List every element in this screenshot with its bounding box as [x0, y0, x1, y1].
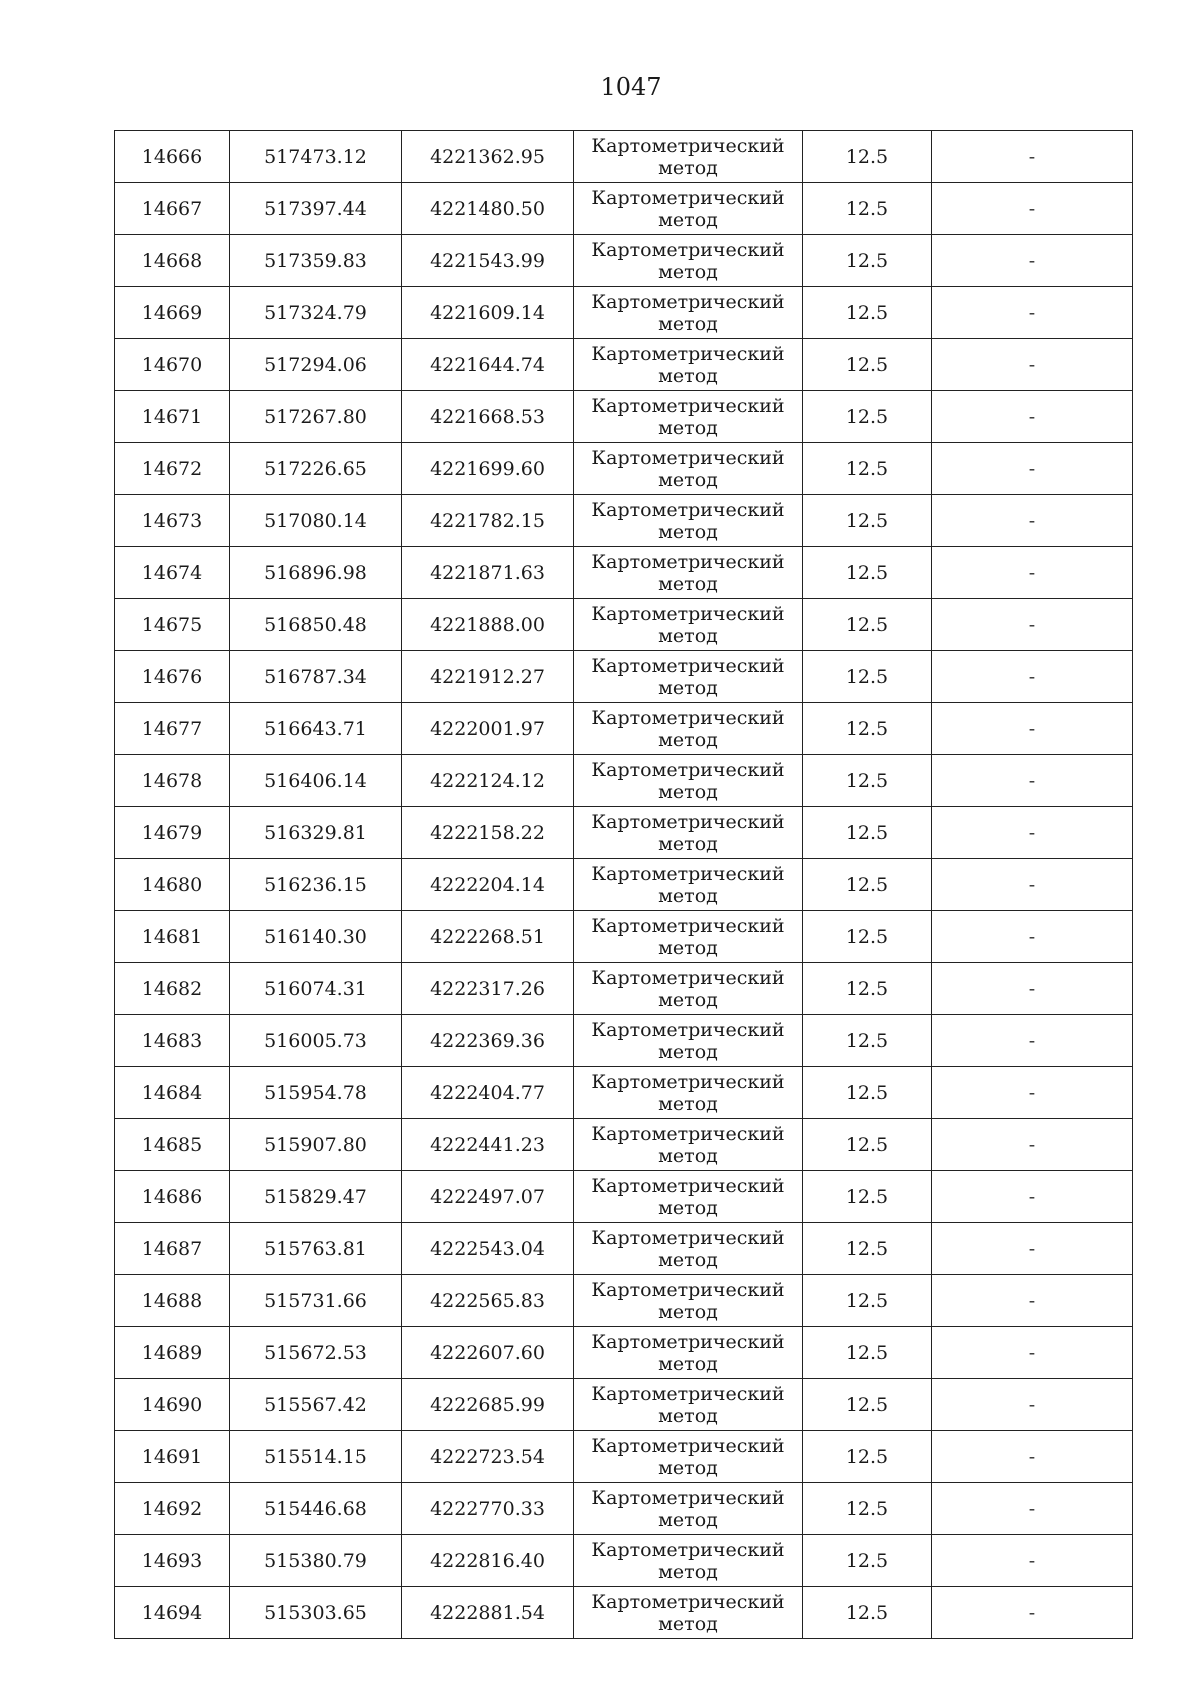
method-cell — [574, 1223, 803, 1275]
method-line-1: Картометрический — [591, 446, 785, 469]
point-number-cell: 14680 — [115, 859, 230, 911]
method-line-1: Картометрический — [591, 862, 785, 885]
table-row — [115, 1535, 1133, 1587]
point-number-cell: 14687 — [115, 1223, 230, 1275]
method-line-1: Картометрический — [591, 290, 785, 313]
x-coordinate-cell: 517359.83 — [230, 235, 402, 287]
method-line-2: метод — [658, 1508, 718, 1531]
y-coordinate-cell: 4221362.95 — [402, 131, 574, 183]
accuracy-cell: 12.5 — [803, 1379, 932, 1431]
method-line-1: Картометрический — [591, 602, 785, 625]
table-row — [115, 1483, 1133, 1535]
point-number-cell: 14689 — [115, 1327, 230, 1379]
note-cell: - — [932, 599, 1133, 651]
point-number-cell: 14669 — [115, 287, 230, 339]
y-coordinate-cell: 4221888.00 — [402, 599, 574, 651]
x-coordinate-cell: 516236.15 — [230, 859, 402, 911]
method-cell — [574, 391, 803, 443]
x-coordinate-cell: 515672.53 — [230, 1327, 402, 1379]
y-coordinate-cell: 4221668.53 — [402, 391, 574, 443]
accuracy-cell: 12.5 — [803, 1275, 932, 1327]
accuracy-cell: 12.5 — [803, 391, 932, 443]
method-cell — [574, 1067, 803, 1119]
point-number-cell: 14675 — [115, 599, 230, 651]
table-row — [115, 703, 1133, 755]
x-coordinate-cell: 516406.14 — [230, 755, 402, 807]
x-coordinate-cell: 515954.78 — [230, 1067, 402, 1119]
accuracy-cell: 12.5 — [803, 339, 932, 391]
accuracy-cell: 12.5 — [803, 495, 932, 547]
method-cell — [574, 339, 803, 391]
method-cell — [574, 131, 803, 183]
method-line-1: Картометрический — [591, 550, 785, 573]
x-coordinate-cell: 515380.79 — [230, 1535, 402, 1587]
note-cell: - — [932, 1431, 1133, 1483]
accuracy-cell: 12.5 — [803, 183, 932, 235]
method-line-2: метод — [658, 988, 718, 1011]
y-coordinate-cell: 4222685.99 — [402, 1379, 574, 1431]
point-number-cell: 14668 — [115, 235, 230, 287]
method-line-1: Картометрический — [591, 810, 785, 833]
method-cell — [574, 1171, 803, 1223]
note-cell: - — [932, 1119, 1133, 1171]
method-line-2: метод — [658, 1040, 718, 1063]
method-line-2: метод — [658, 832, 718, 855]
method-line-1: Картометрический — [591, 1382, 785, 1405]
accuracy-cell: 12.5 — [803, 911, 932, 963]
x-coordinate-cell: 517397.44 — [230, 183, 402, 235]
method-line-2: метод — [658, 624, 718, 647]
method-cell — [574, 183, 803, 235]
y-coordinate-cell: 4221644.74 — [402, 339, 574, 391]
note-cell: - — [932, 1483, 1133, 1535]
x-coordinate-cell: 517080.14 — [230, 495, 402, 547]
point-number-cell: 14671 — [115, 391, 230, 443]
method-cell — [574, 235, 803, 287]
method-line-1: Картометрический — [591, 914, 785, 937]
y-coordinate-cell: 4222441.23 — [402, 1119, 574, 1171]
point-number-cell: 14688 — [115, 1275, 230, 1327]
accuracy-cell: 12.5 — [803, 287, 932, 339]
method-line-1: Картометрический — [591, 758, 785, 781]
table-row — [115, 1587, 1133, 1639]
y-coordinate-cell: 4222543.04 — [402, 1223, 574, 1275]
x-coordinate-cell: 517226.65 — [230, 443, 402, 495]
accuracy-cell: 12.5 — [803, 859, 932, 911]
y-coordinate-cell: 4222158.22 — [402, 807, 574, 859]
point-number-cell: 14684 — [115, 1067, 230, 1119]
table-row — [115, 599, 1133, 651]
method-line-2: метод — [658, 1560, 718, 1583]
note-cell: - — [932, 495, 1133, 547]
y-coordinate-cell: 4221699.60 — [402, 443, 574, 495]
note-cell: - — [932, 1535, 1133, 1587]
y-coordinate-cell: 4222881.54 — [402, 1587, 574, 1639]
method-cell — [574, 1587, 803, 1639]
table-row — [115, 131, 1133, 183]
y-coordinate-cell: 4222204.14 — [402, 859, 574, 911]
point-number-cell: 14685 — [115, 1119, 230, 1171]
y-coordinate-cell: 4222317.26 — [402, 963, 574, 1015]
x-coordinate-cell: 516005.73 — [230, 1015, 402, 1067]
method-cell — [574, 1275, 803, 1327]
table-row — [115, 547, 1133, 599]
method-cell — [574, 651, 803, 703]
x-coordinate-cell: 516850.48 — [230, 599, 402, 651]
note-cell: - — [932, 443, 1133, 495]
accuracy-cell: 12.5 — [803, 651, 932, 703]
method-cell — [574, 911, 803, 963]
table-row — [115, 807, 1133, 859]
point-number-cell: 14673 — [115, 495, 230, 547]
table-row — [115, 287, 1133, 339]
accuracy-cell: 12.5 — [803, 807, 932, 859]
method-line-2: метод — [658, 416, 718, 439]
method-line-1: Картометрический — [591, 1018, 785, 1041]
table-row — [115, 1327, 1133, 1379]
x-coordinate-cell: 515763.81 — [230, 1223, 402, 1275]
y-coordinate-cell: 4222770.33 — [402, 1483, 574, 1535]
table-row — [115, 495, 1133, 547]
accuracy-cell: 12.5 — [803, 235, 932, 287]
accuracy-cell: 12.5 — [803, 1067, 932, 1119]
y-coordinate-cell: 4222723.54 — [402, 1431, 574, 1483]
x-coordinate-cell: 516787.34 — [230, 651, 402, 703]
y-coordinate-cell: 4221543.99 — [402, 235, 574, 287]
method-cell — [574, 703, 803, 755]
table-row — [115, 1119, 1133, 1171]
method-line-2: метод — [658, 780, 718, 803]
method-line-2: метод — [658, 676, 718, 699]
accuracy-cell: 12.5 — [803, 703, 932, 755]
method-line-1: Картометрический — [591, 1486, 785, 1509]
note-cell: - — [932, 859, 1133, 911]
point-number-cell: 14677 — [115, 703, 230, 755]
accuracy-cell: 12.5 — [803, 1587, 932, 1639]
method-line-2: метод — [658, 520, 718, 543]
method-line-1: Картометрический — [591, 1174, 785, 1197]
point-number-cell: 14691 — [115, 1431, 230, 1483]
point-number-cell: 14683 — [115, 1015, 230, 1067]
note-cell: - — [932, 703, 1133, 755]
table-row — [115, 183, 1133, 235]
method-line-1: Картометрический — [591, 654, 785, 677]
table-row — [115, 339, 1133, 391]
x-coordinate-cell: 516643.71 — [230, 703, 402, 755]
x-coordinate-cell: 515567.42 — [230, 1379, 402, 1431]
table-row — [115, 235, 1133, 287]
table-row — [115, 443, 1133, 495]
table-row — [115, 1275, 1133, 1327]
note-cell: - — [932, 1379, 1133, 1431]
method-line-1: Картометрический — [591, 1278, 785, 1301]
x-coordinate-cell: 517473.12 — [230, 131, 402, 183]
method-cell — [574, 1327, 803, 1379]
method-line-1: Картометрический — [591, 186, 785, 209]
y-coordinate-cell: 4222268.51 — [402, 911, 574, 963]
table-row — [115, 755, 1133, 807]
x-coordinate-cell: 515731.66 — [230, 1275, 402, 1327]
note-cell: - — [932, 1171, 1133, 1223]
note-cell: - — [932, 391, 1133, 443]
y-coordinate-cell: 4221912.27 — [402, 651, 574, 703]
x-coordinate-cell: 516896.98 — [230, 547, 402, 599]
accuracy-cell: 12.5 — [803, 599, 932, 651]
note-cell: - — [932, 755, 1133, 807]
point-number-cell: 14686 — [115, 1171, 230, 1223]
note-cell: - — [932, 547, 1133, 599]
method-line-2: метод — [658, 884, 718, 907]
method-line-2: метод — [658, 1248, 718, 1271]
method-line-1: Картометрический — [591, 134, 785, 157]
method-line-2: метод — [658, 936, 718, 959]
accuracy-cell: 12.5 — [803, 1327, 932, 1379]
method-cell — [574, 547, 803, 599]
accuracy-cell: 12.5 — [803, 1483, 932, 1535]
method-line-2: метод — [658, 156, 718, 179]
x-coordinate-cell: 516329.81 — [230, 807, 402, 859]
accuracy-cell: 12.5 — [803, 1431, 932, 1483]
method-line-2: метод — [658, 208, 718, 231]
x-coordinate-cell: 517267.80 — [230, 391, 402, 443]
x-coordinate-cell: 517294.06 — [230, 339, 402, 391]
accuracy-cell: 12.5 — [803, 1171, 932, 1223]
y-coordinate-cell: 4222497.07 — [402, 1171, 574, 1223]
point-number-cell: 14682 — [115, 963, 230, 1015]
accuracy-cell: 12.5 — [803, 1119, 932, 1171]
note-cell: - — [932, 1275, 1133, 1327]
method-line-2: метод — [658, 1144, 718, 1167]
method-line-1: Картометрический — [591, 394, 785, 417]
table-row — [115, 1223, 1133, 1275]
method-cell — [574, 1535, 803, 1587]
y-coordinate-cell: 4222369.36 — [402, 1015, 574, 1067]
method-line-2: метод — [658, 1352, 718, 1375]
point-number-cell: 14694 — [115, 1587, 230, 1639]
method-cell — [574, 755, 803, 807]
method-cell — [574, 495, 803, 547]
accuracy-cell: 12.5 — [803, 963, 932, 1015]
point-number-cell: 14672 — [115, 443, 230, 495]
point-number-cell: 14676 — [115, 651, 230, 703]
x-coordinate-cell: 515514.15 — [230, 1431, 402, 1483]
table-row — [115, 651, 1133, 703]
accuracy-cell: 12.5 — [803, 1535, 932, 1587]
x-coordinate-cell: 517324.79 — [230, 287, 402, 339]
method-cell — [574, 1379, 803, 1431]
table-row — [115, 1171, 1133, 1223]
method-line-2: метод — [658, 1404, 718, 1427]
point-number-cell: 14679 — [115, 807, 230, 859]
x-coordinate-cell: 516140.30 — [230, 911, 402, 963]
note-cell: - — [932, 287, 1133, 339]
accuracy-cell: 12.5 — [803, 755, 932, 807]
method-line-2: метод — [658, 572, 718, 595]
note-cell: - — [932, 963, 1133, 1015]
point-number-cell: 14666 — [115, 131, 230, 183]
note-cell: - — [932, 131, 1133, 183]
y-coordinate-cell: 4222001.97 — [402, 703, 574, 755]
method-line-1: Картометрический — [591, 966, 785, 989]
table-row — [115, 911, 1133, 963]
y-coordinate-cell: 4222607.60 — [402, 1327, 574, 1379]
y-coordinate-cell: 4222124.12 — [402, 755, 574, 807]
table-row — [115, 1431, 1133, 1483]
method-line-1: Картометрический — [591, 238, 785, 261]
method-line-2: метод — [658, 728, 718, 751]
table-row — [115, 963, 1133, 1015]
method-cell — [574, 1483, 803, 1535]
method-line-2: метод — [658, 1612, 718, 1635]
coordinates-table — [114, 130, 1133, 1639]
method-line-2: метод — [658, 468, 718, 491]
note-cell: - — [932, 1223, 1133, 1275]
note-cell: - — [932, 1015, 1133, 1067]
point-number-cell: 14693 — [115, 1535, 230, 1587]
method-cell — [574, 287, 803, 339]
x-coordinate-cell: 515303.65 — [230, 1587, 402, 1639]
method-line-2: метод — [658, 312, 718, 335]
method-cell — [574, 859, 803, 911]
y-coordinate-cell: 4221782.15 — [402, 495, 574, 547]
method-line-1: Картометрический — [591, 342, 785, 365]
point-number-cell: 14678 — [115, 755, 230, 807]
method-line-2: метод — [658, 364, 718, 387]
table-row — [115, 391, 1133, 443]
point-number-cell: 14674 — [115, 547, 230, 599]
method-line-1: Картометрический — [591, 1330, 785, 1353]
y-coordinate-cell: 4222565.83 — [402, 1275, 574, 1327]
method-cell — [574, 1015, 803, 1067]
x-coordinate-cell: 515907.80 — [230, 1119, 402, 1171]
y-coordinate-cell: 4222816.40 — [402, 1535, 574, 1587]
y-coordinate-cell: 4222404.77 — [402, 1067, 574, 1119]
method-line-2: метод — [658, 1456, 718, 1479]
note-cell: - — [932, 1587, 1133, 1639]
accuracy-cell: 12.5 — [803, 1223, 932, 1275]
accuracy-cell: 12.5 — [803, 131, 932, 183]
table-row — [115, 1379, 1133, 1431]
y-coordinate-cell: 4221871.63 — [402, 547, 574, 599]
method-line-2: метод — [658, 1092, 718, 1115]
method-line-1: Картометрический — [591, 1122, 785, 1145]
method-line-1: Картометрический — [591, 1226, 785, 1249]
method-line-2: метод — [658, 1300, 718, 1323]
method-line-1: Картометрический — [591, 706, 785, 729]
method-cell — [574, 807, 803, 859]
method-line-1: Картометрический — [591, 498, 785, 521]
method-cell — [574, 443, 803, 495]
x-coordinate-cell: 515446.68 — [230, 1483, 402, 1535]
method-cell — [574, 963, 803, 1015]
table-row — [115, 859, 1133, 911]
x-coordinate-cell: 515829.47 — [230, 1171, 402, 1223]
method-line-1: Картометрический — [591, 1590, 785, 1613]
note-cell: - — [932, 235, 1133, 287]
method-cell — [574, 599, 803, 651]
point-number-cell: 14670 — [115, 339, 230, 391]
coordinates-table-body — [115, 131, 1133, 1639]
note-cell: - — [932, 807, 1133, 859]
page-number: 1047 — [600, 73, 662, 101]
x-coordinate-cell: 516074.31 — [230, 963, 402, 1015]
note-cell: - — [932, 651, 1133, 703]
note-cell: - — [932, 339, 1133, 391]
note-cell: - — [932, 911, 1133, 963]
method-cell — [574, 1431, 803, 1483]
method-line-2: метод — [658, 1196, 718, 1219]
point-number-cell: 14681 — [115, 911, 230, 963]
method-cell — [574, 1119, 803, 1171]
table-row — [115, 1015, 1133, 1067]
point-number-cell: 14692 — [115, 1483, 230, 1535]
method-line-2: метод — [658, 260, 718, 283]
note-cell: - — [932, 183, 1133, 235]
point-number-cell: 14690 — [115, 1379, 230, 1431]
accuracy-cell: 12.5 — [803, 443, 932, 495]
method-line-1: Картометрический — [591, 1434, 785, 1457]
accuracy-cell: 12.5 — [803, 547, 932, 599]
table-row — [115, 1067, 1133, 1119]
note-cell: - — [932, 1067, 1133, 1119]
method-line-1: Картометрический — [591, 1538, 785, 1561]
point-number-cell: 14667 — [115, 183, 230, 235]
accuracy-cell: 12.5 — [803, 1015, 932, 1067]
y-coordinate-cell: 4221609.14 — [402, 287, 574, 339]
y-coordinate-cell: 4221480.50 — [402, 183, 574, 235]
method-line-1: Картометрический — [591, 1070, 785, 1093]
note-cell: - — [932, 1327, 1133, 1379]
